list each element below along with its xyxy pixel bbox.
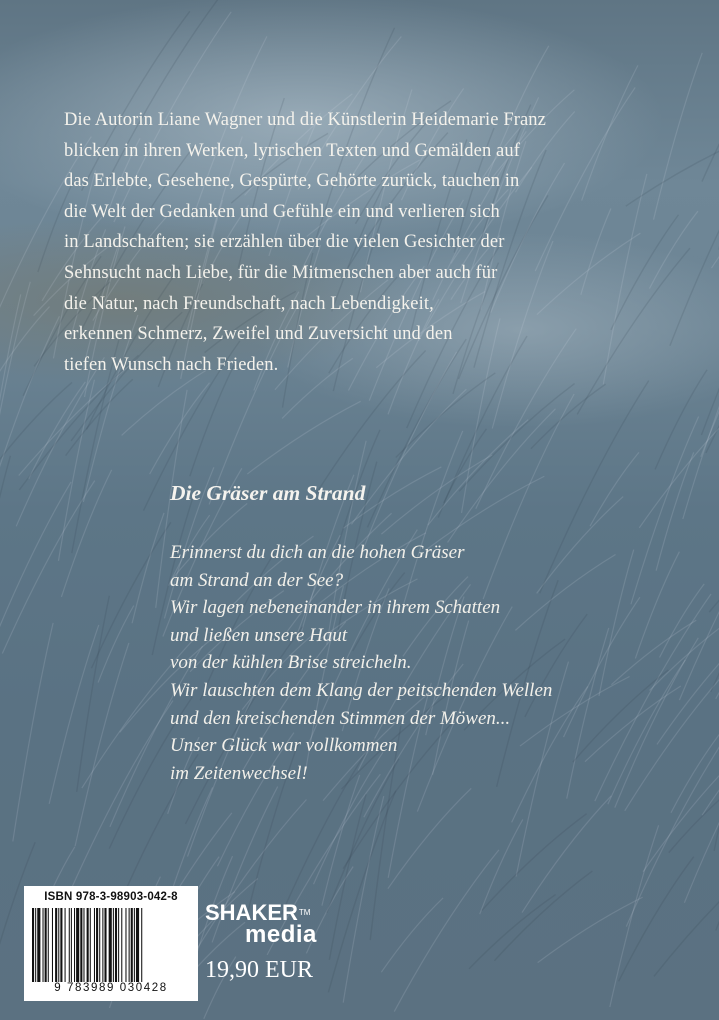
- grass-stroke: [49, 625, 99, 804]
- grass-stroke: [702, 71, 719, 182]
- barcode-bar: [58, 908, 59, 984]
- publisher-name-line2: media: [245, 921, 317, 948]
- blurb-line: blicken in ihren Werken, lyrischen Texten und Gemälden auf: [64, 140, 520, 161]
- grass-stroke: [29, 382, 86, 479]
- grass-stroke: [683, 327, 719, 519]
- grass-stroke: [608, 660, 685, 804]
- grass-stroke: [247, 401, 360, 474]
- grass-stroke: [396, 373, 496, 458]
- poem-line: Wir lagen nebeneinander in ihrem Schatten: [170, 597, 501, 619]
- barcode-bar: [48, 908, 49, 984]
- poem-line: und ließen unsere Haut: [170, 624, 348, 646]
- grass-stroke: [595, 594, 711, 801]
- poem-line: Erinnerst du dich an die hohen Gräser: [170, 542, 465, 563]
- blurb-line: die Welt der Gedanken und Gefühle ein und verlieren sich: [64, 201, 500, 222]
- grass-stroke: [567, 628, 609, 799]
- barcode-bar: [121, 908, 122, 984]
- grass-stroke: [573, 670, 669, 762]
- barcode-bars: [32, 908, 190, 984]
- barcode-bar: [118, 908, 119, 984]
- grass-stroke: [13, 623, 53, 842]
- barcode-bar: [35, 908, 36, 984]
- grass-stroke: [444, 429, 487, 503]
- isbn-barcode: [24, 886, 198, 1001]
- grass-stroke: [122, 371, 206, 436]
- grass-stroke: [564, 597, 640, 737]
- grass-stroke: [150, 383, 210, 474]
- barcode-bar: [83, 908, 84, 984]
- grass-stroke: [625, 660, 719, 811]
- grass-stroke: [2, 481, 94, 654]
- barcode-bar: [80, 908, 82, 984]
- publisher-name-line1: SHAKER™: [205, 900, 311, 925]
- grass-stroke: [351, 389, 466, 524]
- grass-stroke: [459, 384, 574, 492]
- blurb-line: erkennen Schmerz, Zweifel und Zuversicht und den: [64, 324, 453, 345]
- barcode-bar: [125, 908, 126, 984]
- grass-stroke: [0, 294, 21, 465]
- price: 19,90 EUR: [205, 957, 313, 983]
- grass-stroke: [709, 547, 719, 613]
- grass-stroke: [679, 514, 719, 700]
- publisher-logo: [205, 902, 355, 946]
- grass-stroke: [0, 316, 59, 469]
- grass-stroke: [98, 606, 134, 683]
- grass-stroke: [660, 584, 705, 658]
- poem-line: im Zeitenwechsel!: [170, 762, 308, 784]
- poem-line: Unser Glück war vollkommen: [170, 735, 398, 757]
- barcode-bar: [74, 908, 75, 984]
- barcode-bar: [55, 908, 57, 984]
- grass-stroke: [706, 323, 719, 453]
- grass-stroke: [66, 379, 133, 455]
- barcode-bar: [134, 908, 135, 984]
- blurb-line: in Landschaften; sie erzählen über die vielen Gesichter der: [64, 232, 505, 253]
- grass-stroke: [16, 357, 104, 526]
- barcode-bar: [71, 908, 72, 984]
- barcode-bar: [87, 908, 89, 984]
- grass-stroke: [531, 384, 606, 449]
- barcode-bar: [43, 908, 44, 984]
- blurb-line: die Natur, nach Freundschaft, nach Lebendigkeit,: [64, 293, 434, 314]
- grass-stroke: [448, 409, 556, 543]
- grass-stroke: [0, 282, 30, 440]
- isbn-label: ISBN 978-3-98903-042-8: [44, 891, 178, 903]
- grass-stroke: [639, 407, 719, 528]
- grass-stroke: [480, 819, 523, 914]
- grass-stroke: [701, 234, 719, 435]
- grass-stroke: [611, 620, 696, 684]
- grass-stroke: [322, 775, 360, 906]
- barcode-bar: [109, 908, 112, 984]
- barcode-bar: [65, 908, 66, 984]
- grass-stroke: [702, 740, 719, 815]
- blurb-line: tiefen Wunsch nach Frieden.: [64, 354, 279, 375]
- grass-stroke: [714, 642, 719, 851]
- grass-stroke: [631, 417, 699, 605]
- grass-stroke: [75, 643, 129, 846]
- grass-stroke: [585, 686, 681, 762]
- barcode-bar: [94, 908, 95, 984]
- trademark-mark: TM: [298, 908, 311, 917]
- poem-text: [170, 539, 552, 787]
- grass-stroke: [656, 452, 694, 570]
- poem-line: von der kühlen Brise streicheln.: [170, 652, 412, 674]
- grass-stroke: [0, 307, 50, 387]
- grass-stroke: [711, 578, 719, 691]
- poem-title: Die Gräser am Strand: [170, 481, 366, 505]
- grass-stroke: [590, 452, 639, 526]
- barcode-bar: [37, 908, 40, 984]
- grass-stroke: [61, 470, 111, 597]
- grass-stroke: [684, 723, 719, 903]
- poem-line: und den kreischenden Stimmen der Möwen...: [170, 707, 511, 729]
- barcode-bar: [96, 908, 98, 984]
- grass-stroke: [482, 814, 587, 911]
- grass-stroke: [619, 857, 694, 982]
- barcode-bar: [60, 908, 62, 984]
- grass-stroke: [394, 850, 499, 1012]
- grass-stroke: [643, 751, 719, 872]
- barcode-digits: 9 783989 030428: [24, 982, 198, 994]
- barcode-bar: [52, 908, 53, 984]
- grass-stroke: [494, 871, 592, 961]
- grass-stroke: [540, 381, 649, 594]
- barcode-bar: [102, 908, 103, 984]
- barcode-bar: [69, 908, 70, 984]
- barcode-bar: [129, 908, 130, 984]
- grass-stroke: [190, 365, 234, 476]
- grass-stroke: [0, 382, 72, 465]
- grass-stroke: [671, 730, 719, 813]
- grass-stroke: [599, 550, 634, 696]
- grass-stroke: [649, 608, 719, 690]
- barcode-bar: [141, 908, 142, 984]
- grass-stroke: [381, 898, 443, 972]
- grass-stroke: [343, 796, 384, 1003]
- grass-stroke: [701, 285, 719, 457]
- barcode-bar: [136, 908, 139, 984]
- poem-line: am Strand an der See?: [170, 569, 344, 591]
- grass-stroke: [132, 513, 164, 623]
- grass-stroke: [610, 825, 659, 1007]
- grass-stroke: [71, 701, 173, 890]
- back-cover-blurb: [64, 105, 664, 380]
- grass-stroke: [657, 627, 719, 744]
- barcode-bar: [76, 908, 79, 984]
- grass-stroke: [615, 638, 699, 808]
- grass-stroke: [654, 855, 719, 976]
- grass-stroke: [669, 782, 719, 853]
- grass-stroke: [428, 420, 528, 526]
- blurb-line: das Erlebte, Gesehene, Gespürte, Gehörte zurück, tauchen in: [64, 171, 520, 192]
- blurb-line: Sehnsucht nach Liebe, für die Mitmenschen aber auch für: [64, 262, 498, 283]
- grass-stroke: [538, 897, 643, 962]
- grass-stroke: [655, 370, 707, 470]
- grass-stroke: [77, 596, 110, 792]
- barcode-bar: [104, 908, 106, 984]
- grass-stroke: [388, 788, 471, 888]
- barcode-bar: [99, 908, 100, 984]
- barcode-bar: [90, 908, 91, 984]
- barcode-bar: [131, 908, 133, 984]
- barcode-bar: [32, 908, 34, 984]
- barcode-bar: [113, 908, 114, 984]
- grass-stroke: [381, 455, 492, 534]
- barcode-bar: [115, 908, 117, 984]
- grass-stroke: [58, 380, 94, 561]
- grass-stroke: [626, 738, 719, 927]
- grass-stroke: [469, 895, 556, 969]
- grass-stroke: [0, 482, 71, 665]
- grass-stroke: [328, 791, 395, 993]
- grass-stroke: [362, 352, 457, 553]
- barcode-bar: [45, 908, 47, 984]
- grass-stroke: [522, 796, 611, 913]
- grass-stroke: [635, 552, 679, 659]
- grass-stroke: [670, 136, 719, 345]
- grass-stroke: [0, 456, 10, 589]
- grass-stroke: [711, 131, 719, 269]
- grass-stroke: [91, 522, 170, 668]
- blurb-line: Die Autorin Liane Wagner und die Künstlerin Heidemarie Franz: [64, 110, 546, 130]
- poem-line: Wir lauschten dem Klang der peitschenden Wellen: [170, 679, 553, 701]
